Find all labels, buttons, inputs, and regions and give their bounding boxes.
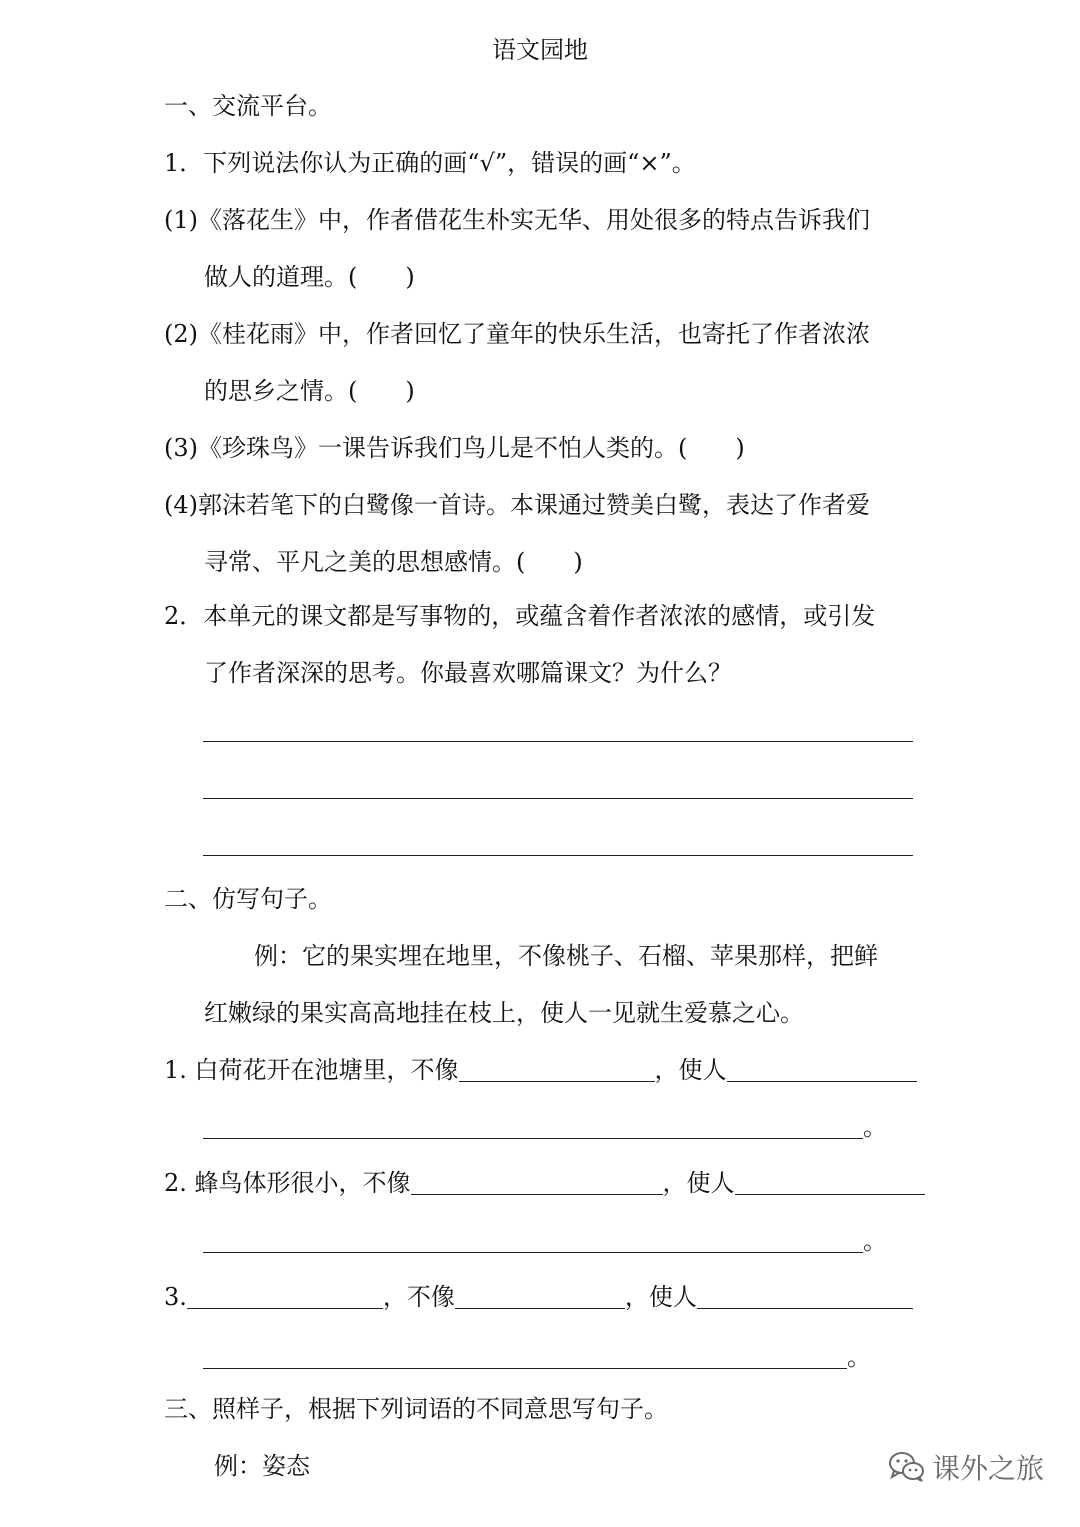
imitate-q3-not-like: ，不像 xyxy=(382,1283,455,1311)
imitate-q3-blank-3[interactable] xyxy=(697,1284,913,1309)
imitate-q2-blank-2[interactable] xyxy=(735,1170,925,1195)
imitate-q3-prefix: 3. xyxy=(164,1283,187,1311)
answer-line-2[interactable] xyxy=(203,798,913,799)
item4-line2: 寻常、平凡之美的思想感情。( ) xyxy=(204,548,583,576)
imitate-q3-period: 。 xyxy=(847,1343,871,1371)
imitate-q2-makes-people: ，使人 xyxy=(662,1169,735,1197)
imitate-q3-blank-2[interactable] xyxy=(455,1284,625,1309)
page-title: 语文园地 xyxy=(492,36,588,64)
imitate-q2-prefix: 2. 蜂鸟体形很小，不像 xyxy=(164,1169,411,1197)
example-line1: 例：它的果实埋在地里，不像桃子、石榴、苹果那样，把鲜 xyxy=(254,942,878,970)
imitate-q2 xyxy=(164,1168,925,1198)
imitate-q1-blank-3[interactable] xyxy=(203,1114,863,1139)
imitate-q1-cont xyxy=(203,1112,887,1142)
item4-line1: (4)郭沫若笔下的白鹭像一首诗。本课通过赞美白鹭，表达了作者爱 xyxy=(164,491,870,519)
imitate-q1-makes-people: ，使人 xyxy=(654,1056,727,1084)
question2-line2: 了作者深深的思考。你最喜欢哪篇课文？为什么？ xyxy=(204,659,732,687)
watermark xyxy=(888,1446,1044,1488)
imitate-q1-period: 。 xyxy=(863,1113,887,1141)
imitate-q1-blank-2[interactable] xyxy=(727,1057,917,1082)
watermark-text: 课外之旅 xyxy=(932,1452,1045,1485)
imitate-q3-blank-4[interactable] xyxy=(203,1344,847,1369)
section2-heading: 二、仿写句子。 xyxy=(164,885,332,913)
imitate-q2-cont xyxy=(203,1226,887,1256)
imitate-q1-prefix: 1. 白荷花开在池塘里，不像 xyxy=(164,1056,459,1084)
question2-line1: 2．本单元的课文都是写事物的，或蕴含着作者浓浓的感情，或引发 xyxy=(164,602,876,630)
section1-heading: 一、交流平台。 xyxy=(164,92,332,120)
imitate-q2-blank-1[interactable] xyxy=(411,1170,663,1195)
question1-stem: 1．下列说法你认为正确的画“√”，错误的画“×”。 xyxy=(164,149,696,177)
answer-line-3[interactable] xyxy=(203,855,913,856)
imitate-q3-makes-people: ，使人 xyxy=(624,1283,697,1311)
item3-line1: (3)《珍珠鸟》一课告诉我们鸟儿是不怕人类的。( ) xyxy=(164,434,745,462)
item1-line1: (1)《落花生》中，作者借花生朴实无华、用处很多的特点告诉我们 xyxy=(164,206,870,234)
imitate-q3-blank-1[interactable] xyxy=(187,1284,383,1309)
item1-line2: 做人的道理。( ) xyxy=(204,263,415,291)
item2-line1: (2)《桂花雨》中，作者回忆了童年的快乐生活，也寄托了作者浓浓 xyxy=(164,320,870,348)
item2-line2: 的思乡之情。( ) xyxy=(204,377,415,405)
imitate-q1-blank-1[interactable] xyxy=(459,1057,655,1082)
section3-heading: 三、照样子，根据下列词语的不同意思写句子。 xyxy=(164,1395,668,1423)
imitate-q1 xyxy=(164,1055,917,1085)
example-line2: 红嫩绿的果实高高地挂在枝上，使人一见就生爱慕之心。 xyxy=(204,999,804,1027)
imitate-q3 xyxy=(164,1282,913,1312)
answer-line-1[interactable] xyxy=(203,741,913,742)
imitate-q3-cont xyxy=(203,1342,871,1372)
imitate-q2-blank-3[interactable] xyxy=(203,1228,863,1253)
wechat-icon xyxy=(888,1450,926,1484)
imitate-q2-period: 。 xyxy=(863,1227,887,1255)
section3-example: 例：姿态 xyxy=(214,1452,310,1480)
